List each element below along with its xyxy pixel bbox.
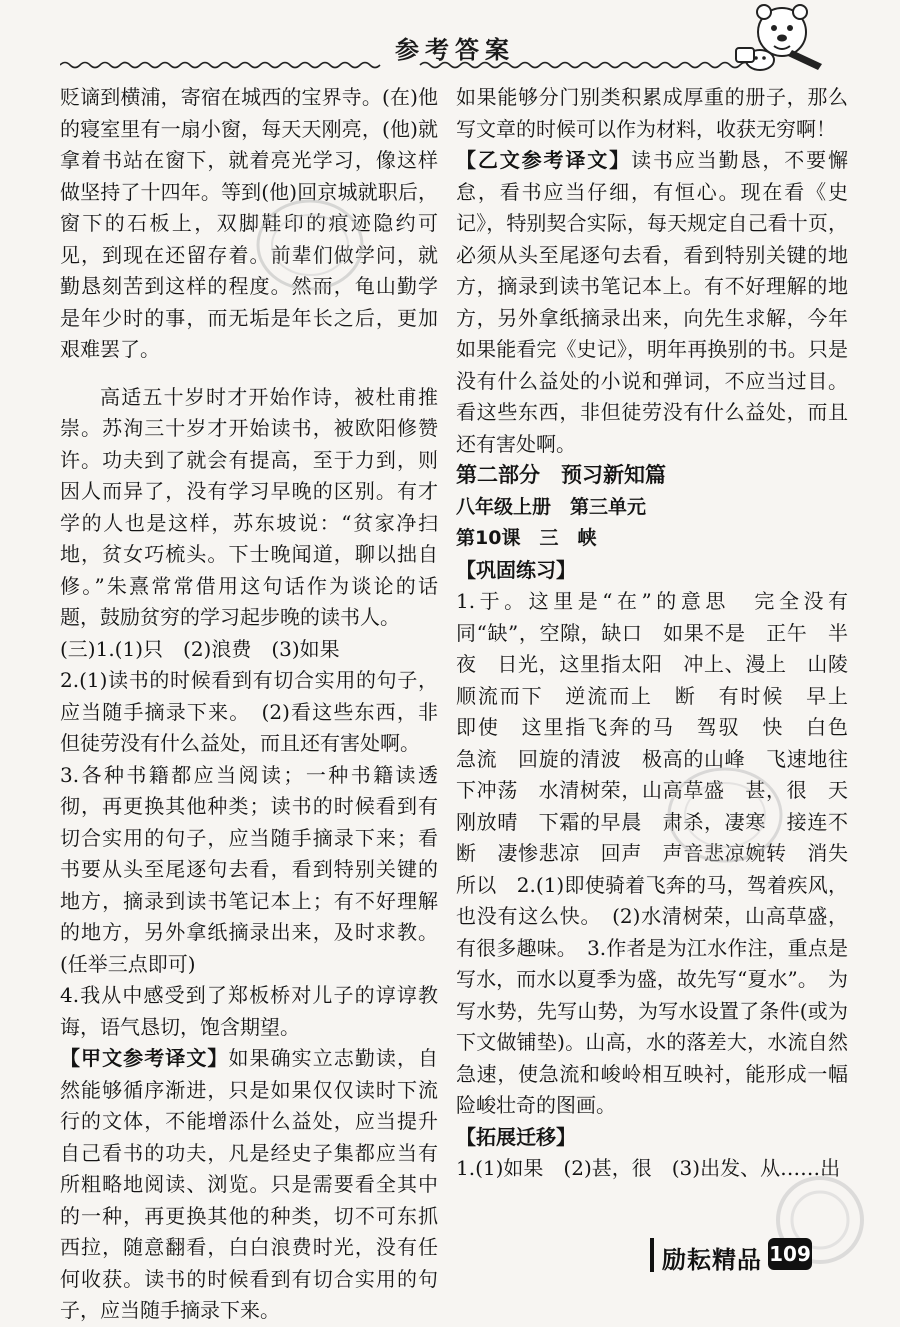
consolidation-answers: 1.于。这里是“在”的意思 完全没有 同“缺”，空隙，缺口 如果不是 正午 半夜 日光，这里指太阳 冲上、漫上 山陵 顺流而下 逆流而上 断 有时候 早上 即使 这里指飞奔的马 驾驭 快 白色 急流 回旋的清波 极高的山峰 飞速地往下冲荡 水清树荣，山高草盛 甚，很 天刚放晴 下霜的早晨 肃杀，凄寒 接连不断 凄惨悲凉 回声 声音悲凉婉转 消失 所以 2.(1)即使骑着飞奔的马，驾着疾风，也没有这么快。 (2)水清树荣，山高草盛，有很多趣味。 3.作者是为江水作注，重点是写水，而水以夏季为盛，故先写“夏水”。 为写水势，先写山势，为写水设置了条件(或为下文做铺垫)。山高，水的落差大，水流自然急速，使急流和峻岭相互映衬，能形成一幅险峻壮奇的图画。 bbox=[456, 589, 868, 1117]
footer-bar bbox=[650, 1238, 654, 1272]
page-header bbox=[0, 0, 900, 82]
paragraph-jia-continued: 如果能够分门别类积累成厚重的册子，那么写文章的时候可以作为材料，收获无穷啊！ bbox=[456, 85, 848, 141]
footer-brand: 励耘精品 bbox=[662, 1246, 762, 1274]
answer-3-2: 2.(1)读书的时候看到有切合实用的句子，应当随手摘录下来。 (2)看这些东西，非但徒劳没有什么益处，而且还有害处啊。 bbox=[60, 668, 438, 755]
jia-translation-label: 【甲文参考译文】 bbox=[60, 1046, 229, 1070]
answer-3-3: 3.各种书籍都应当阅读；一种书籍读透彻，再更换其他种类；读书的时候看到有切合实用的句子，应当随手摘录下来；看书要从头至尾逐句去看，看到特别关键的地方，摘录到读书笔记本上；有不好理解的地方，另外拿纸摘录出来，及时求教。(任举三点即可) bbox=[60, 762, 438, 976]
yi-translation-text: 读书应当勤恳，不要懈怠，看书应当仔细，有恒心。现在看《史记》，特别契合实际，每天规定自己看十页，必须从头至尾逐句去看，看到特别关键的地方，摘录到读书笔记本上。有不好理解的地方，另外拿纸摘录出来，向先生求解，今年如果能看完《史记》，明年再换别的书。只是没有什么益处的小说和弹词，不应当过目。看这些东西，非但徒劳没有什么益处，而且还有害处啊。 bbox=[456, 148, 849, 456]
paragraph-gaoshi: 高适五十岁时才开始作诗，被杜甫推崇。苏洵三十岁才开始读书，被欧阳修赞许。功夫到了就会有提高，至于力到，则因人而异了，没有学习早晚的区别。有才学的人也是这样，苏东坡说：“贫家净扫地，贫女巧梳头。下士晚闻道，聊以拙自修。”朱熹常常借用这句话作为谈论的话题，鼓励贫穷的学习起步晚的读书人。 bbox=[60, 384, 438, 629]
yi-translation-label: 【乙文参考译文】 bbox=[456, 148, 632, 172]
page-number: 109 bbox=[768, 1238, 812, 1270]
jia-translation bbox=[60, 1043, 438, 1327]
answer-3-1: (三)1.(1)只 (2)浪费 (3)如果 bbox=[60, 636, 340, 661]
left-column bbox=[60, 82, 438, 1327]
jia-translation-text: 如果确实立志勤读，自然能够循序渐进，只是如果仅仅读时下流行的文体，不能增添什么益处，应当提升自己看书的功夫，凡是经史子集都应当有所粗略地阅读、浏览。只是需要看全其中的一种，再更换其他的种类，切不可东抓西拉，随意翻看，白白浪费时光，没有任何收获。读书的时候看到有切合实用的句子，应当随手摘录下来。 bbox=[60, 1046, 439, 1322]
right-column bbox=[456, 82, 868, 1185]
bear-mascot-icon bbox=[730, 2, 830, 74]
unit-heading: 八年级上册 第三单元 bbox=[456, 495, 647, 518]
header-wavy-rule bbox=[60, 58, 750, 72]
consolidation-label: 【巩固练习】 bbox=[456, 557, 576, 582]
answer-3-4: 4.我从中感受到了郑板桥对儿子的谆谆教诲，语气恳切，饱含期望。 bbox=[60, 983, 438, 1039]
lesson-heading: 第10课 三 峡 bbox=[456, 527, 597, 549]
yi-translation bbox=[456, 145, 848, 460]
part-heading: 第二部分 预习新知篇 bbox=[456, 463, 666, 487]
paragraph-translation-end: 贬谪到横浦，寄宿在城西的宝界寺。(在)他的寝室里有一扇小窗，每天天刚亮，(他)就拿着书站在窗下，就着亮光学习，像这样做坚持了十四年。等到(他)回京城就职后，窗下的石板上，双脚鞋印的痕迹隐约可见，到现在还留存着。前辈们做学问，就勤恳刻苦到这样的程度。然而，龟山勤学是年少时的事，而无垢是年长之后，更加艰难罢了。 bbox=[60, 85, 438, 361]
header-title: 参考答案 bbox=[395, 36, 515, 64]
extension-label: 【拓展迁移】 bbox=[456, 1124, 576, 1149]
extension-answers: 1.(1)如果 (2)甚，很 (3)出发、从……出 bbox=[456, 1156, 841, 1180]
page-footer bbox=[650, 1232, 900, 1280]
